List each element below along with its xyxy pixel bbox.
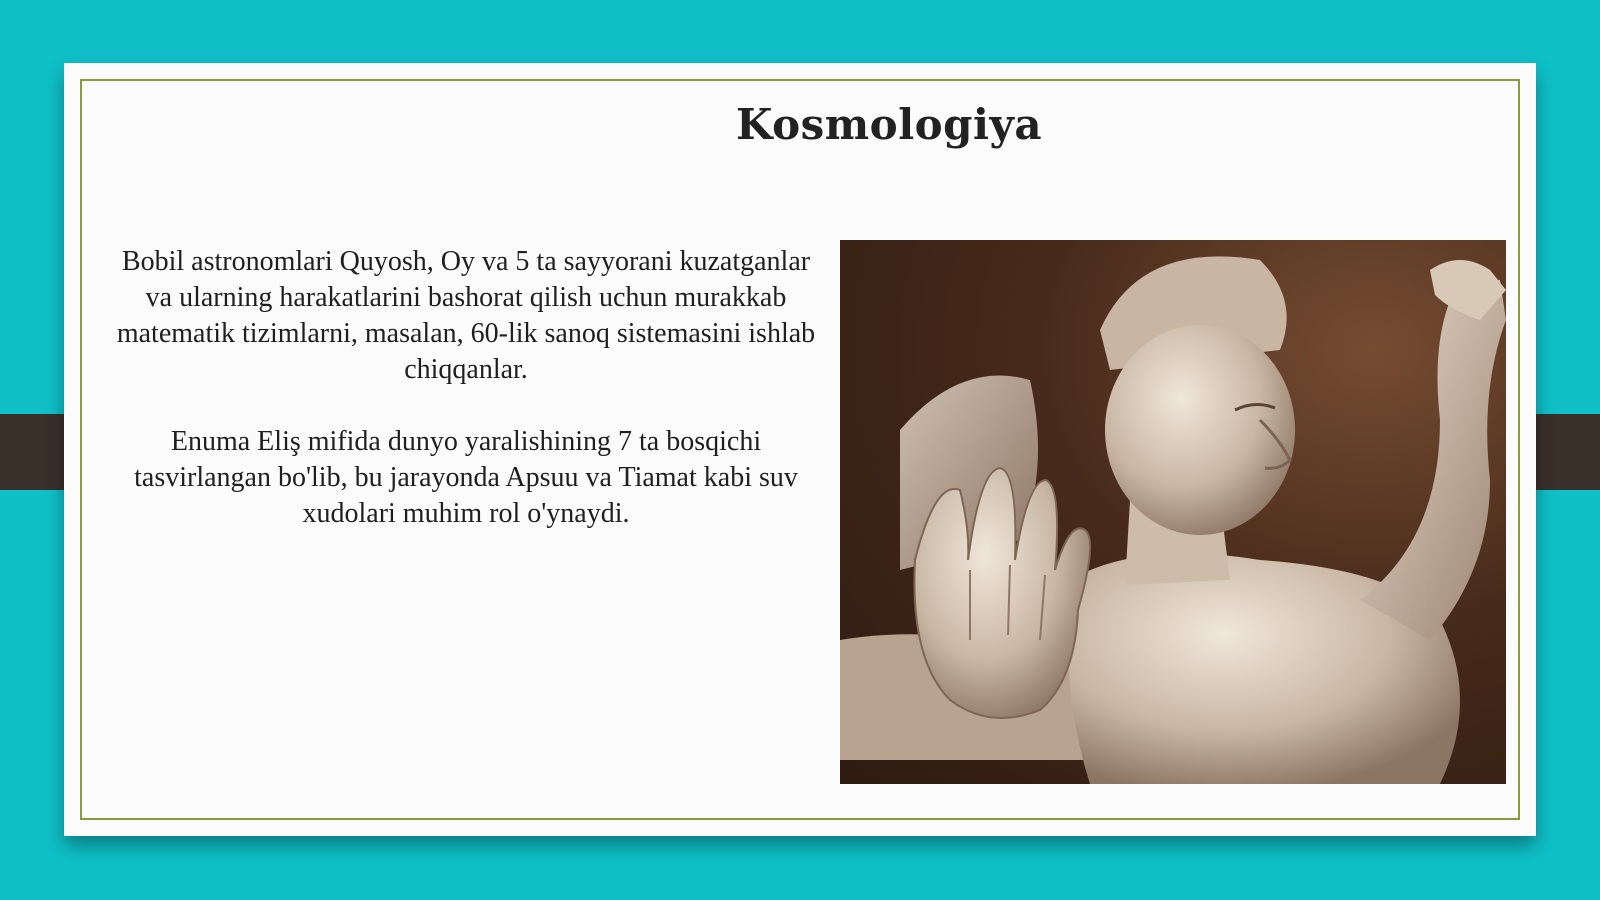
slide-body bbox=[110, 244, 822, 568]
paragraph-astronomy: Bobil astronomlari Quyosh, Oy va 5 ta sayyorani kuzatganlar va ularning harakatlarini bashorat qilish uchun murakkab matematik tizimlarni, masalan, 60-lik sanoq sistemasini ishlab chiqqanlar. bbox=[116, 246, 816, 385]
statue-illustration bbox=[840, 240, 1506, 784]
slide-title: Kosmologiya bbox=[736, 100, 1043, 149]
paragraph-enuma-elish: Enuma Eliş mifida dunyo yaralishining 7 ta bosqichi tasvirlangan bo'lib, bu jarayonda Apsuu va Tiamat kabi suv xudolari muhim rol o'ynaydi. bbox=[134, 426, 798, 529]
statue-photo bbox=[840, 240, 1506, 784]
